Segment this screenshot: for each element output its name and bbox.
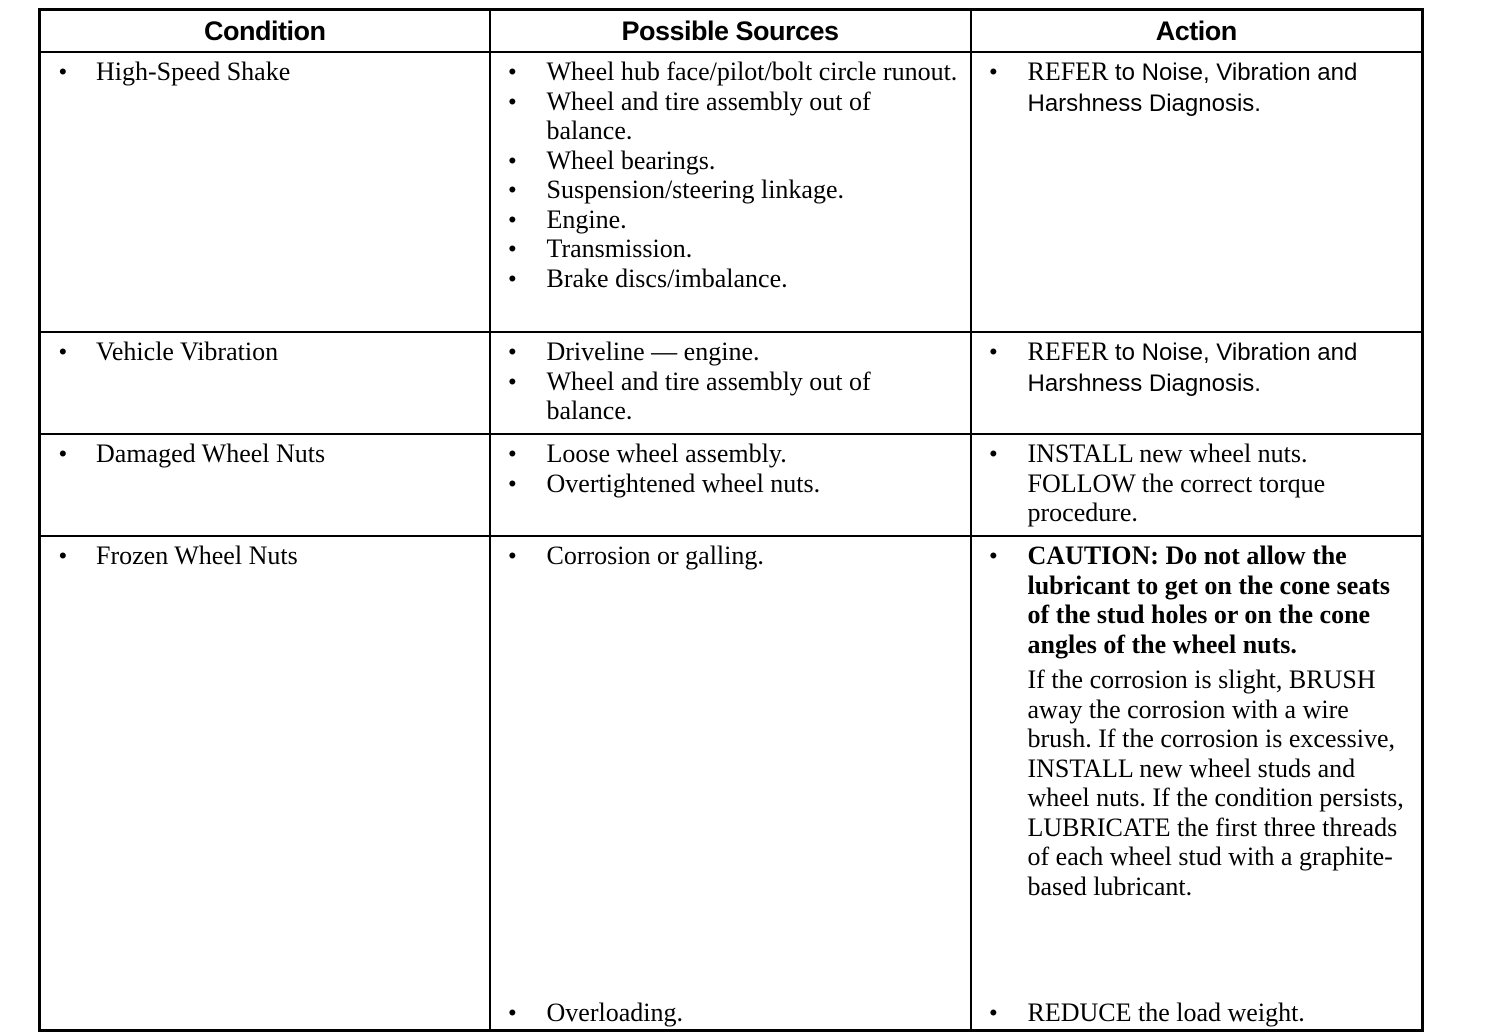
source-text: Overtightened wheel nuts. [546, 468, 821, 498]
table-row [40, 332, 1423, 434]
bullet-icon: • [989, 59, 998, 84]
source-text: Wheel bearings. [546, 145, 716, 175]
source-item [503, 469, 960, 499]
source-text: Loose wheel assembly. [546, 439, 787, 468]
table-row [40, 52, 1423, 332]
action-item [984, 998, 1412, 1028]
action-item [984, 541, 1412, 659]
condition-text: Frozen Wheel Nuts [96, 541, 298, 570]
source-text: Overloading. [546, 997, 683, 1027]
bullet-icon: • [508, 543, 517, 568]
bullet-icon: • [989, 339, 998, 364]
action-item [984, 439, 1412, 528]
source-item [503, 337, 960, 367]
source-item [503, 234, 960, 264]
source-item [503, 367, 960, 426]
sources-cell [490, 434, 971, 536]
source-text: Engine. [546, 204, 627, 234]
bullet-icon: • [508, 368, 517, 394]
bullet-icon: • [508, 206, 517, 232]
bullet-icon: • [508, 441, 517, 466]
bullet-icon: • [508, 999, 517, 1025]
bullet-icon: • [508, 236, 517, 261]
bullet-icon: • [508, 339, 517, 364]
source-item [503, 57, 960, 87]
source-text: Wheel and tire assembly out of balance. [546, 86, 871, 145]
sources-cell [490, 332, 971, 434]
action-cell [971, 536, 1423, 1031]
action-item [984, 337, 1412, 398]
table-row [40, 434, 1423, 536]
source-text: Driveline — engine. [546, 337, 760, 366]
header-action: Action [971, 10, 1423, 53]
action-text: to Noise, Vibration and Harshness Diagnosis. [1027, 59, 1358, 117]
source-text: Corrosion or galling. [546, 541, 764, 570]
condition-item [53, 439, 479, 469]
condition-item [53, 541, 479, 571]
bullet-icon: • [508, 265, 517, 291]
condition-cell [40, 434, 490, 536]
bullet-icon: • [989, 999, 998, 1025]
bullet-icon: • [508, 177, 517, 202]
condition-item [53, 337, 479, 367]
source-item [503, 998, 960, 1028]
header-possible-sources: Possible Sources [490, 10, 971, 53]
action-cell [971, 52, 1423, 332]
source-text: Wheel and tire assembly out of balance. [546, 366, 871, 425]
action-item [984, 57, 1412, 118]
condition-cell [40, 536, 490, 1031]
bullet-icon: • [508, 88, 517, 114]
condition-text: Vehicle Vibration [96, 337, 279, 366]
bullet-icon: • [59, 59, 67, 84]
sources-cell [490, 536, 971, 1031]
action-cell [971, 434, 1423, 536]
source-item [503, 264, 960, 294]
action-text: INSTALL new wheel nuts. FOLLOW the correct torque procedure. [1027, 439, 1326, 527]
action-cell [971, 332, 1423, 434]
action-verb: REFER [1027, 57, 1109, 86]
bullet-icon: • [59, 441, 67, 466]
caution-text: CAUTION: Do not allow the lubricant to get on the cone seats of the stud holes or on the cone angles of the wheel nuts. [1027, 541, 1391, 659]
source-item [503, 205, 960, 235]
bullet-icon: • [59, 339, 67, 364]
source-item [503, 175, 960, 205]
bullet-icon: • [989, 543, 998, 568]
source-item [503, 87, 960, 146]
source-item [503, 146, 960, 176]
condition-item [53, 57, 479, 87]
sources-cell [490, 52, 971, 332]
condition-cell [40, 52, 490, 332]
source-text: Wheel hub face/pilot/bolt circle runout. [546, 57, 958, 86]
source-item [503, 541, 960, 571]
source-text: Suspension/steering linkage. [546, 175, 845, 204]
action-verb: REFER [1027, 337, 1109, 366]
source-text: Brake discs/imbalance. [546, 263, 788, 293]
condition-text: Damaged Wheel Nuts [96, 439, 326, 468]
source-item [503, 439, 960, 469]
bullet-icon: • [508, 59, 517, 84]
condition-cell [40, 332, 490, 434]
source-text: Transmission. [546, 234, 693, 263]
bullet-icon: • [508, 147, 517, 173]
action-text: REDUCE the load weight. [1027, 997, 1305, 1027]
diagnosis-table [38, 8, 1424, 1032]
bullet-icon: • [59, 543, 67, 568]
condition-text: High-Speed Shake [96, 57, 291, 86]
table-row [40, 536, 1423, 1031]
action-paragraph: If the corrosion is slight, BRUSH away the corrosion with a wire brush. If the corrosion is excessive, INSTALL new wheel studs and wheel nuts. If the condition persists, LUBRICATE the first three threads of each wheel stud with a graphite-based lubricant. [1027, 665, 1404, 901]
header-row [40, 10, 1423, 53]
action-text: to Noise, Vibration and Harshness Diagnosis. [1027, 339, 1358, 397]
header-condition: Condition [40, 10, 490, 53]
bullet-icon: • [989, 441, 998, 466]
bullet-icon: • [508, 470, 517, 496]
